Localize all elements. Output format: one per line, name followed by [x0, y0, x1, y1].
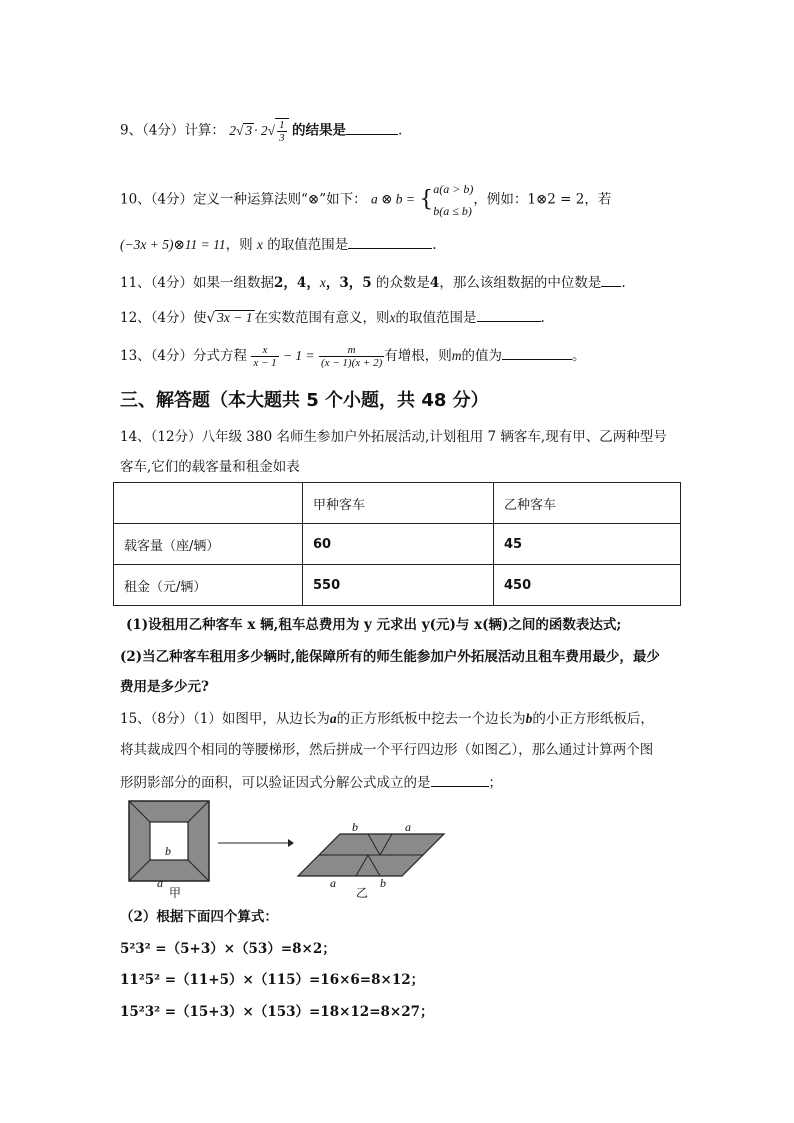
q14-part2b: 费用是多少元?: [120, 679, 209, 695]
q13-score: （4分）: [150, 348, 194, 364]
table-cell: 550: [303, 565, 494, 606]
q13-minus: − 1 =: [282, 348, 315, 363]
figure-yi: [296, 832, 446, 878]
q13-var: m: [451, 348, 462, 363]
fig-yi-b-bottom: b: [380, 876, 386, 890]
q9-end: .: [397, 122, 403, 139]
q13-fraction-1: $\frac{x}{x - 1}$: [253, 344, 277, 369]
section-3-heading: 三、解答题（本大题共 5 个小题，共 48 分）: [120, 390, 489, 411]
q15-var-b: b: [525, 711, 533, 726]
table-cell: 乙种客车: [494, 483, 681, 524]
q12-suffix: 在实数范围有意义，则: [254, 310, 390, 326]
q13-suffix2: 的值为: [461, 348, 502, 364]
q10-lhs: a ⊗ b =: [370, 191, 415, 207]
q14-part1: (1)设租用乙种客车 x 辆,租车总费用为 y 元求出 y(元)与 x(辆)之间的函数表达式;: [126, 617, 622, 633]
q11-text: 如果一组数据: [193, 275, 275, 291]
question-11: [120, 272, 626, 292]
q10-score: （4分）: [150, 191, 194, 208]
q15-line3: [120, 772, 502, 792]
table-cell: 载客量（座/辆）: [114, 524, 303, 565]
q9-expression: 2√ 3 · 2√ $\frac{1}{3}$: [229, 123, 292, 138]
q12-number: 12、: [120, 310, 151, 326]
q11-data: 2，4，: [274, 275, 320, 291]
q11-number: 11、: [120, 275, 151, 291]
q11-var: x: [319, 275, 326, 290]
q12-suffix2: 的取值范围是: [395, 310, 477, 326]
q13-fraction-2: $\frac{m}{(x - 1)(x + 2)}$: [320, 344, 383, 369]
q9-mult: · 2: [254, 122, 268, 138]
table-cell: 45: [494, 524, 681, 565]
fig-yi-a-top: a: [405, 820, 411, 834]
fig-jia-b: b: [165, 844, 171, 858]
q9-number: 9、: [120, 122, 143, 139]
fig-yi-label: 乙: [356, 886, 369, 900]
q15-line3-end: ；: [488, 775, 502, 791]
q9-coef: 2: [229, 122, 236, 138]
q15-eq2: 11²5² =（11+5）×（115）=16×6=8×12；: [120, 972, 425, 988]
question-9: [120, 118, 402, 144]
q9-fraction: $\frac{1}{3}$: [279, 119, 285, 144]
q11-data2: ，3，5: [325, 275, 372, 291]
q10-condition: (−3x + 5)⊗11 = 11: [120, 237, 226, 252]
q11-mode: 4: [429, 275, 440, 291]
q15-eq3: 15²3² =（15+3）×（153）=18×12=8×27；: [120, 1004, 434, 1020]
arrow-icon: [218, 838, 294, 848]
table-cell: [114, 483, 303, 524]
q10-suffix: 的取值范围是: [267, 237, 349, 253]
q10-example: ，例如：1⊗2 = 2，若: [473, 191, 612, 208]
figure-jia: [128, 800, 220, 882]
q12-answer-blank[interactable]: [477, 307, 541, 322]
q10-text: 定义一种运算法则“⊗”如下：: [193, 191, 367, 208]
rental-table: [113, 482, 681, 606]
q10-end: .: [432, 237, 437, 253]
q12-radicand: 3x − 1: [217, 310, 253, 325]
q11-score: （4分）: [150, 275, 194, 291]
table-cell: 450: [494, 565, 681, 606]
question-10-line2: [120, 234, 437, 254]
question-12: 12、（4分）使√ 3x − 1 在实数范围有意义，则x的取值范围是 .: [120, 307, 545, 327]
q13-end: 。: [571, 348, 586, 364]
q11-suffix: 的众数是: [375, 275, 430, 291]
q13-suffix: 有增根，则: [384, 348, 452, 364]
q9-answer-blank[interactable]: [346, 120, 398, 135]
table-header-row: [114, 483, 681, 524]
q15-line1: [120, 710, 654, 728]
table-cell: 租金（元/辆）: [114, 565, 303, 606]
q9-radicand: 3: [245, 122, 253, 138]
q9-score: （4分）: [142, 122, 185, 139]
question-13: [120, 342, 585, 370]
q10-then: ，则: [225, 237, 253, 253]
table-row: [114, 524, 681, 565]
q10-answer-blank[interactable]: [348, 234, 432, 249]
q15-var-a: a: [329, 711, 337, 726]
table-cell: 甲种客车: [303, 483, 494, 524]
table-cell: 60: [303, 524, 494, 565]
q15-text-b: 的正方形纸板中挖去一个边长为: [336, 711, 526, 727]
question-10: 10、（4分）定义一种运算法则“⊗”如下： a ⊗ b = { a(a > b) b(a ≤ b) ，例如：1⊗2 = 2，若: [120, 178, 611, 222]
fig-yi-b-top: b: [352, 820, 358, 834]
q10-var: x: [256, 237, 263, 252]
q12-score: （4分）: [150, 310, 194, 326]
table-row: [114, 565, 681, 606]
q13-number: 13、: [120, 348, 151, 364]
q9-suffix: 的结果是: [291, 122, 346, 139]
q12-text: 使: [193, 310, 207, 326]
q13-answer-blank[interactable]: [502, 345, 572, 360]
q13-text: 分式方程: [193, 348, 248, 364]
q10-number: 10、: [120, 191, 151, 208]
q15-part2: （2）根据下面四个算式：: [120, 909, 278, 925]
q15-answer-blank[interactable]: [431, 772, 489, 787]
q11-end: .: [621, 275, 626, 291]
q12-var: x: [389, 310, 396, 325]
q15-line2: 将其裁成四个相同的等腰梯形，然后拼成一个平行四边形（如图乙），那么通过计算两个图: [120, 742, 654, 758]
q14-line2: 客车,它们的载客量和租金如表: [120, 459, 300, 475]
q14-line1: 14、（12分）八年级 380 名师生参加户外拓展活动,计划租用 7 辆客车,现有甲、乙两种型号: [120, 429, 667, 445]
q10-cases: a(a > b) b(a ≤ b): [433, 182, 474, 218]
q15-eq1: 5²3² =（5+3）×（53）=8×2；: [120, 941, 336, 957]
q12-end: .: [540, 310, 545, 326]
q11-answer-blank[interactable]: [601, 272, 621, 287]
q14-part2a: (2)当乙种客车租用多少辆时,能保障所有的师生能参加户外拓展活动且租车费用最少，最少: [120, 649, 660, 665]
q15-text-a: 15、（8分）（1）如图甲，从边长为: [120, 711, 330, 727]
fig-yi-a-bottom: a: [330, 876, 336, 890]
q15-text-c: 的小正方形纸板后，: [532, 711, 654, 727]
fig-jia-label: 甲: [169, 886, 182, 900]
q11-suffix2: ，那么该组数据的中位数是: [439, 275, 602, 291]
q9-label: 计算：: [184, 122, 225, 139]
q15-line3-text: 形阴影部分的面积，可以验证因式分解公式成立的是: [120, 775, 431, 791]
fig-jia-a: a: [157, 876, 163, 890]
